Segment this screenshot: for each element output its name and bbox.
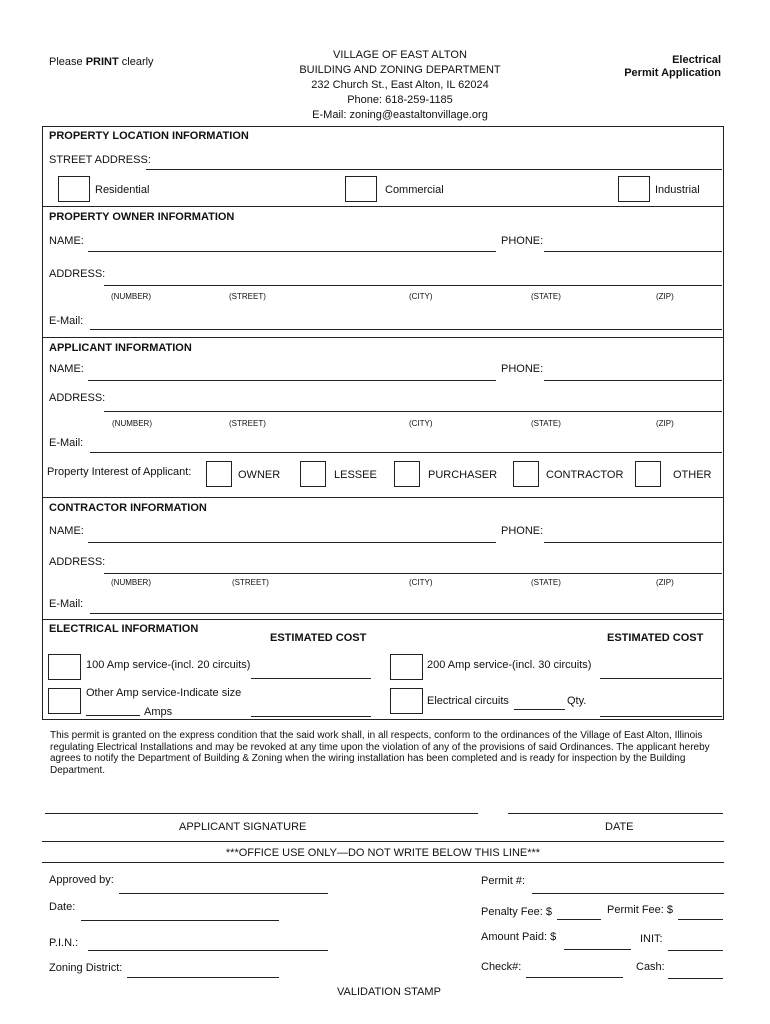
org-street: 232 Church St., East Alton, IL 62024 (311, 79, 489, 91)
office-use-banner: ***OFFICE USE ONLY—DO NOT WRITE BELOW THIS LINE*** (225, 847, 541, 859)
interest-contractor-checkbox[interactable] (513, 461, 539, 487)
org-name: VILLAGE OF EAST ALTON (333, 49, 467, 61)
interest-lessee-label: LESSEE (334, 469, 377, 481)
cash-field[interactable] (668, 978, 723, 979)
owner-address-field[interactable] (104, 285, 722, 286)
property-owner-title: PROPERTY OWNER INFORMATION (49, 211, 235, 223)
applicant-sub-city: (CITY) (409, 419, 433, 428)
estimated-cost-left-heading: ESTIMATED COST (270, 632, 367, 644)
commercial-checkbox[interactable] (345, 176, 377, 202)
amp-200-cost-field[interactable] (600, 678, 722, 679)
commercial-label: Commercial (385, 184, 444, 196)
applicant-name-label: NAME: (49, 363, 84, 375)
section-divider (42, 619, 724, 620)
permit-number-field[interactable] (532, 893, 724, 894)
contractor-sub-street: (STREET) (232, 578, 269, 587)
form-title (624, 54, 721, 80)
interest-owner-checkbox[interactable] (206, 461, 232, 487)
industrial-checkbox[interactable] (618, 176, 650, 202)
owner-email-label: E-Mail: (49, 315, 84, 327)
owner-sub-city: (CITY) (409, 292, 433, 301)
init-label: INIT: (640, 933, 663, 945)
contractor-sub-zip: (ZIP) (656, 578, 674, 587)
permit-fee-field[interactable] (678, 919, 723, 920)
amp-200-label: 200 Amp service-(incl. 30 circuits) (427, 659, 592, 671)
check-number-field[interactable] (526, 977, 623, 978)
applicant-address-field[interactable] (104, 411, 722, 412)
owner-sub-state: (STATE) (531, 292, 561, 301)
other-amp-cost-field[interactable] (251, 716, 371, 717)
pin-field[interactable] (88, 950, 328, 951)
office-date-field[interactable] (81, 920, 279, 921)
amp-200-checkbox[interactable] (390, 654, 423, 680)
check-number-label: Check#: (481, 961, 522, 973)
circuits-label: Electrical circuits (427, 695, 509, 707)
circuits-cost-field[interactable] (600, 716, 722, 717)
approved-by-label: Approved by: (49, 874, 114, 886)
form-title-line2: Permit Application (624, 67, 721, 79)
circuits-checkbox[interactable] (390, 688, 423, 714)
org-email: E-Mail: zoning@eastaltonvillage.org (312, 109, 488, 121)
contractor-address-label: ADDRESS: (49, 556, 106, 568)
contractor-name-field[interactable] (88, 542, 496, 543)
validation-stamp-label: VALIDATION STAMP (337, 986, 441, 998)
residential-label: Residential (95, 184, 150, 196)
permit-number-label: Permit #: (481, 875, 526, 887)
office-date-label: Date: (49, 901, 76, 913)
other-amp-label: Other Amp service-Indicate size (86, 687, 242, 699)
pin-label: P.I.N.: (49, 937, 79, 949)
contractor-name-label: NAME: (49, 525, 84, 537)
estimated-cost-right-heading: ESTIMATED COST (607, 632, 704, 644)
owner-phone-field[interactable] (544, 251, 722, 252)
applicant-email-label: E-Mail: (49, 437, 84, 449)
org-address-block (270, 48, 530, 123)
applicant-phone-field[interactable] (544, 380, 722, 381)
print-note (49, 56, 154, 68)
contractor-title: CONTRACTOR INFORMATION (49, 502, 207, 514)
property-location-title: PROPERTY LOCATION INFORMATION (49, 130, 249, 142)
owner-name-label: NAME: (49, 235, 84, 247)
circuits-qty-label: Qty. (567, 695, 587, 707)
circuits-qty-field[interactable] (514, 709, 565, 710)
owner-sub-street: (STREET) (229, 292, 266, 301)
electrical-title: ELECTRICAL INFORMATION (49, 623, 199, 635)
print-note-prefix: Please (49, 56, 86, 68)
contractor-sub-city: (CITY) (409, 578, 433, 587)
approved-by-field[interactable] (119, 893, 328, 894)
interest-owner-label: OWNER (238, 469, 281, 481)
other-amp-amps-label: Amps (144, 706, 173, 718)
street-address-label: STREET ADDRESS: (49, 154, 151, 166)
contractor-address-field[interactable] (104, 573, 722, 574)
print-note-bold: PRINT (85, 56, 119, 68)
form-title-line1: Electrical (672, 54, 721, 66)
amount-paid-label: Amount Paid: $ (481, 931, 557, 943)
permit-fee-label: Permit Fee: $ (607, 904, 674, 916)
applicant-sub-zip: (ZIP) (656, 419, 674, 428)
zoning-district-label: Zoning District: (49, 962, 123, 974)
owner-name-field[interactable] (88, 251, 496, 252)
applicant-signature-label: APPLICANT SIGNATURE (179, 821, 307, 833)
org-department: BUILDING AND ZONING DEPARTMENT (299, 64, 501, 76)
org-phone: Phone: 618-259-1185 (347, 94, 453, 106)
applicant-sub-street: (STREET) (229, 419, 266, 428)
applicant-signature-field[interactable] (45, 813, 478, 814)
applicant-sub-state: (STATE) (531, 419, 561, 428)
owner-sub-number: (NUMBER) (111, 292, 151, 301)
contractor-phone-label: PHONE: (501, 525, 544, 537)
interest-lessee-checkbox[interactable] (300, 461, 326, 487)
print-note-suffix: clearly (118, 56, 154, 68)
property-interest-label: Property Interest of Applicant: (47, 466, 192, 478)
other-amp-checkbox[interactable] (48, 688, 81, 714)
amp-100-label: 100 Amp service-(incl. 20 circuits) (86, 659, 251, 671)
office-divider-top (42, 841, 724, 842)
zoning-district-field[interactable] (127, 977, 279, 978)
terms-paragraph: This permit is granted on the express condition that the said work shall, in all respects, conform to the ordinances of the Village of East Alton, Illinois regulating Electrical Installations and may be revoked at any time upon the violation of any of the provisions of said Ordinances. The applicant hereby agrees to notify the Department of Building & Zoning when the wiring installation has been completed and is ready for inspection by the Building Department. (50, 730, 710, 776)
interest-purchaser-label: PURCHASER (428, 469, 498, 481)
residential-checkbox[interactable] (58, 176, 90, 202)
amp-100-cost-field[interactable] (251, 678, 371, 679)
applicant-address-label: ADDRESS: (49, 392, 106, 404)
penalty-fee-label: Penalty Fee: $ (481, 906, 552, 918)
office-divider-bottom (42, 862, 724, 863)
section-divider (42, 337, 724, 338)
interest-other-checkbox[interactable] (635, 461, 661, 487)
section-divider (42, 497, 724, 498)
cash-label: Cash: (636, 961, 665, 973)
penalty-fee-field[interactable] (557, 919, 601, 920)
contractor-email-label: E-Mail: (49, 598, 84, 610)
applicant-phone-label: PHONE: (501, 363, 544, 375)
contractor-email-field[interactable] (90, 613, 722, 614)
date-field[interactable] (508, 813, 723, 814)
contractor-phone-field[interactable] (544, 542, 722, 543)
contractor-sub-number: (NUMBER) (111, 578, 151, 587)
other-amp-size-field[interactable] (86, 715, 140, 716)
street-address-field[interactable] (146, 169, 722, 170)
industrial-label: Industrial (655, 184, 700, 196)
amount-paid-field[interactable] (564, 949, 631, 950)
applicant-name-field[interactable] (88, 380, 496, 381)
applicant-email-field[interactable] (90, 452, 722, 453)
contractor-sub-state: (STATE) (531, 578, 561, 587)
amp-100-checkbox[interactable] (48, 654, 81, 680)
init-field[interactable] (668, 950, 723, 951)
owner-phone-label: PHONE: (501, 235, 544, 247)
interest-contractor-label: CONTRACTOR (546, 469, 624, 481)
owner-address-label: ADDRESS: (49, 268, 106, 280)
applicant-title: APPLICANT INFORMATION (49, 342, 192, 354)
section-divider (42, 206, 724, 207)
owner-sub-zip: (ZIP) (656, 292, 674, 301)
interest-purchaser-checkbox[interactable] (394, 461, 420, 487)
date-label: DATE (605, 821, 634, 833)
owner-email-field[interactable] (90, 329, 722, 330)
interest-other-label: OTHER (673, 469, 712, 481)
applicant-sub-number: (NUMBER) (112, 419, 152, 428)
